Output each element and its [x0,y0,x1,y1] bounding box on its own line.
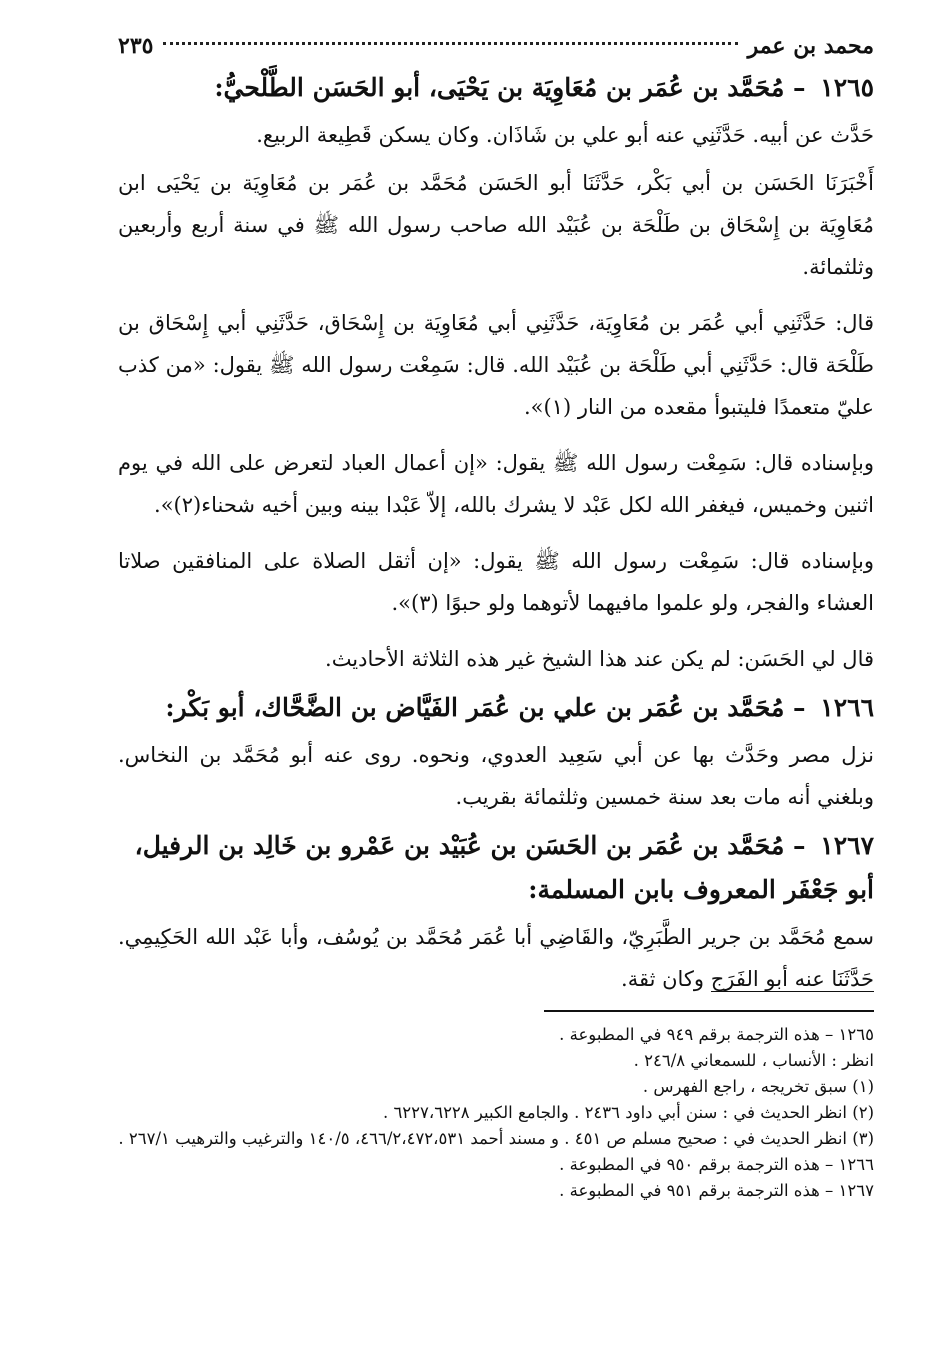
entry-paragraph: قال: حَدَّثَنِي أبي عُمَر بن مُعَاوِيَة، حَدَّثَنِي أبي مُعَاوِيَة بن إِسْحَاق، حَدَّثَنِي أبي إِسْحَاق بن طَلْحَة قال: حَدَّثَنِي أبي طَلْحَة بن عُبَيْد الله. قال: سَمِعْت رسول الله ﷺ يقول: «من كذب عليّ متعمدًا فليتبوأ مقعده من النار (١)». [118,311,874,419]
entry-paragraph-text: سمع مُحَمَّد بن جرير الطَّبَرِيّ، والقَاضِي أبا عُمَر مُحَمَّد بن يُوسُف، وأبا عَبْد الله [205,925,874,949]
entry-paragraph: حَدَّث عن أبيه. حَدَّثَنِي عنه أبو علي بن شَاذَان. وكان يسكن قَطِيعة الربيع. [256,123,874,147]
entry-heading-1267: ١٢٦٧ – مُحَمَّد بن عُمَر بن الحَسَن بن عُبَيْد بن عَمْرو بن خَالِد بن الرفيل، أبو جَعْفَر المعروف بابن المسلمة: [134,831,874,904]
entry-paragraph [118,916,874,1000]
entry-title: مُحَمَّد بن عُمَر بن علي بن عُمَر الفَيَّاض بن الضَّحَّاك، أبو بَكْر: [165,693,785,722]
entry-paragraph: نزل مصر وحَدَّث بها عن أبي سَعِيد العدوي، ونحوه. روى عنه أبو مُحَمَّد بن النخاس. وبلغني أنه مات بعد سنة خمسين وثلثمائة بقريب. [118,743,874,809]
footnote: ١٢٦٦ – هذه الترجمة برقم ٩٥٠ في المطبوعة . [559,1155,874,1174]
entry-title: مُحَمَّد بن عُمَر بن الحَسَن بن عُبَيْد بن عَمْرو بن خَالِد بن الرفيل، أبو جَعْفَر المعروف بابن المسلمة: [134,831,874,904]
footnote: ١٢٦٥ – هذه الترجمة برقم ٩٤٩ في المطبوعة . [559,1025,874,1044]
entry-paragraph: قال لي الحَسَن: لم يكن عند هذا الشيخ غير هذه الثلاثة الأحاديث. [325,647,874,671]
entry-number: ١٢٦٧ [820,831,874,860]
entry-heading-1265: ١٢٦٥ – مُحَمَّد بن عُمَر بن مُعَاوِيَة بن يَحْيَى، أبو الحَسَن الطَّلْحيُّ: [214,73,874,102]
footnotes [118,1022,874,1204]
entry-paragraph: أَخْبَرَنَا الحَسَن بن أبي بَكْر، حَدَّثَنَا أبو الحَسَن مُحَمَّد بن عُمَر بن مُعَاوِيَة بن يَحْيَى ابن مُعَاوِيَة بن إِسْحَاق بن طَلْحَة بن عُبَيْد الله صاحب رسول الله ﷺ في سنة أربع وأربعين وثلثمائة. [118,171,874,279]
footnote: (١) سبق تخريجه ، راجع الفهرس . [642,1077,874,1096]
page-number: ٢٣٥ [118,33,154,59]
entry-number: ١٢٦٥ [820,73,874,102]
book-page [118,28,874,1327]
entry-paragraph: وبإسناده قال: سَمِعْت رسول الله ﷺ يقول: «إن أعمال العباد لتعرض على الله في يوم اثنين وخميس، فيغفر الله لكل عَبْد لا يشرك بالله، إلاّ عَبْدا بينه وبين أخيه شحناء(٢)». [118,451,874,517]
entry-paragraph-text: وكان ثقة. [621,967,711,991]
entry-title: مُحَمَّد بن عُمَر بن مُعَاوِيَة بن يَحْيَى، أبو الحَسَن الطَّلْحيُّ: [214,73,785,102]
running-header-title: محمد بن عمر [747,33,874,59]
footnote-divider [544,1010,874,1012]
entry-heading-1266: ١٢٦٦ – مُحَمَّد بن عُمَر بن علي بن عُمَر الفَيَّاض بن الضَّحَّاك، أبو بَكْر: [165,693,874,722]
header-leader-dots [163,42,737,45]
footnote: انظر : الأنساب ، للسمعاني ٢٤٦/٨ . [633,1051,874,1070]
entry-number: ١٢٦٦ [820,693,874,722]
underlined-phrase: حَدَّثَنَا عنه أبو الفَرَج [710,967,874,991]
entry-paragraph-text: الحَكِيمِي. [118,925,199,949]
footnote: (٣) انظر الحديث في : صحيح مسلم ص ٤٥١ . و مسند أحمد ٤٦٦/٢،٤٧٢،٥٣١، ١٤٠/٥ والترغيب والترهيب ٢٦٧/١ . [118,1129,874,1148]
footnote: (٢) انظر الحديث في : سنن أبي داود ٢٤٣٦ . والجامع الكبير ٦٢٢٧،٦٢٢٨ . [382,1103,874,1122]
footnote: ١٢٦٧ – هذه الترجمة برقم ٩٥١ في المطبوعة . [559,1181,874,1200]
entry-paragraph: وبإسناده قال: سَمِعْت رسول الله ﷺ يقول: «إن أثقل الصلاة على المنافقين صلاتا العشاء والفجر، ولو علموا مافيهما لأتوهما ولو حبوًا (٣)». [118,549,874,615]
running-header [118,28,874,64]
